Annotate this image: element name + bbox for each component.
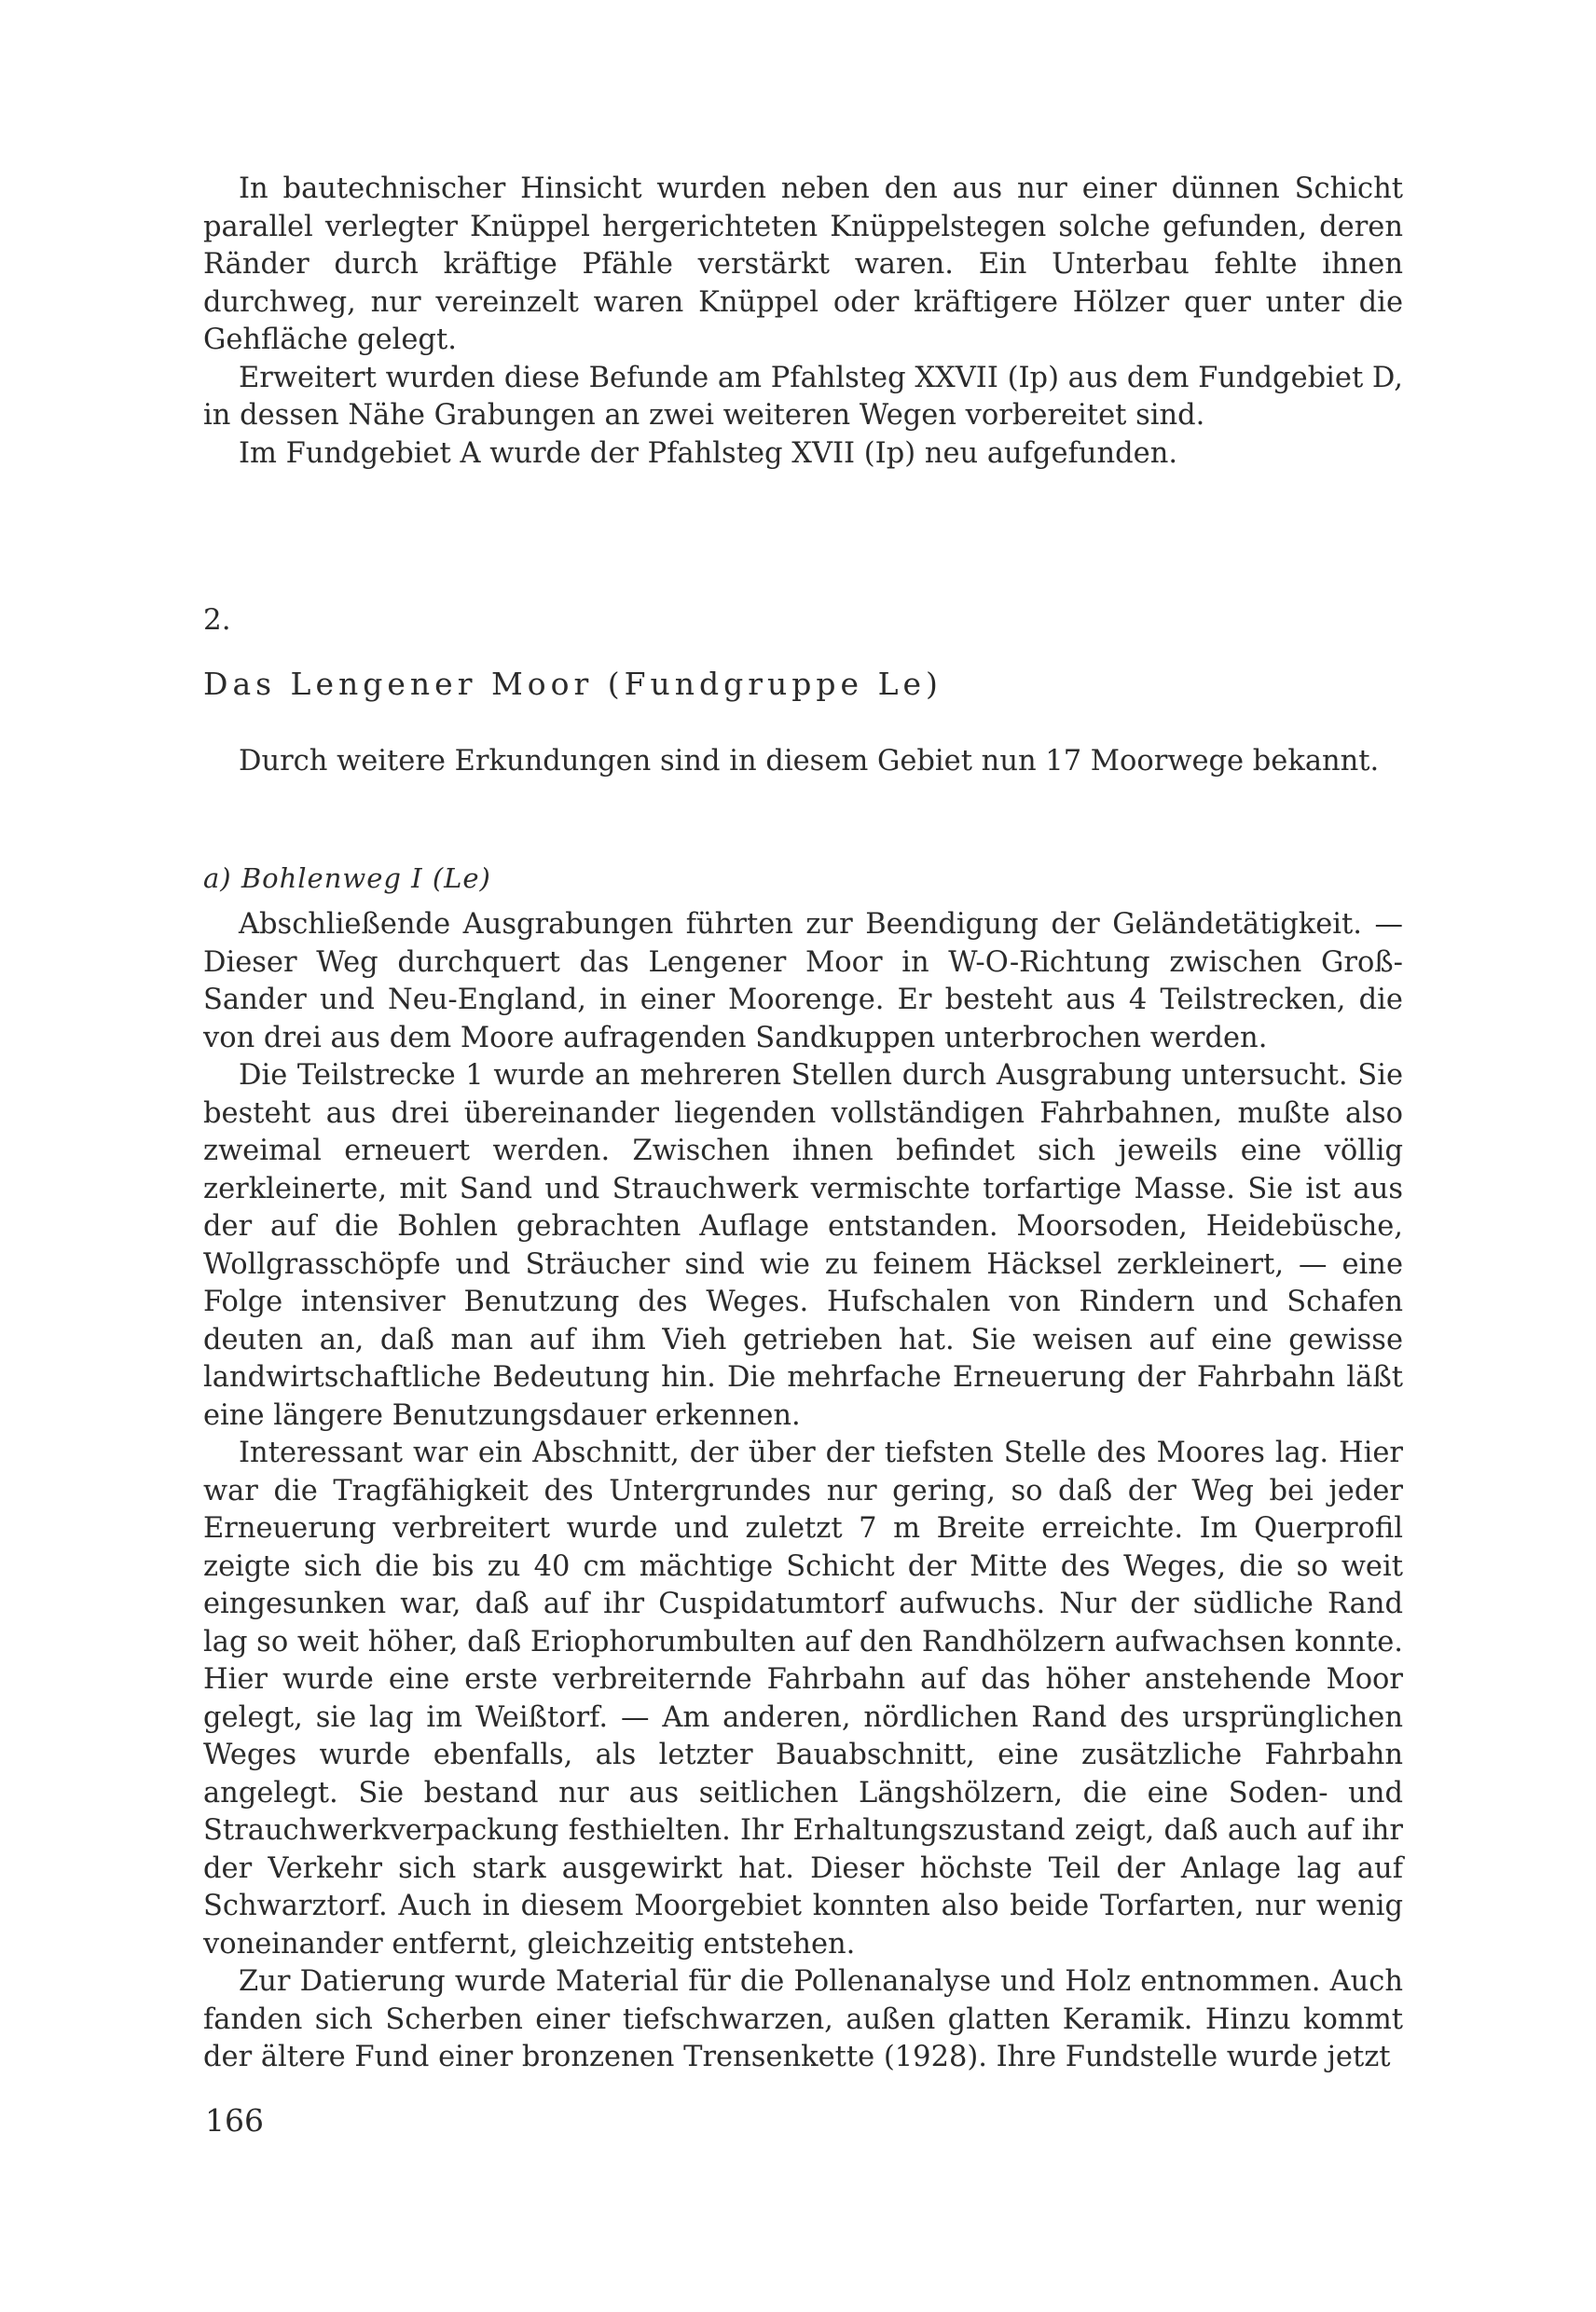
paragraph: Durch weitere Erkundungen sind in diesem Gebiet nun 17 Moorwege bekannt. (239, 745, 1380, 778)
paragraph: Abschließende Ausgrabungen führten zur Beendigung der Geländetätigkeit. — Dieser Weg durchquert das Lengener Moor in W-O-Richtung zwischen Groß-Sander und Neu-England, in einer Moorenge. Er besteht aus 4 Teilstrecken, die von drei aus dem Moore aufragenden Sandkuppen unterbrochen werden. (203, 908, 1403, 1054)
paragraph: Interessant war ein Abschnitt, der über der tiefsten Stelle des Moores lag. Hier war die Tragfähigkeit des Untergrundes nur gering, so daß der Weg bei jeder Erneuerung verbreitert wurde und zuletzt 7 m Breite erreichte. Im Querprofil zeigte sich die bis zu 40 cm mächtige Schicht der Mitte des Weges, die so weit eingesunken war, daß auf ihr Cuspidatumtorf aufwuchs. Nur der südliche Rand lag so weit höher, daß Eriophorumbulten auf den Randhölzern aufwachsen konnte. Hier wurde eine erste verbreiternde Fahrbahn auf das höher anstehende Moor gelegt, sie lag im Weißtorf. — Am anderen, nördlichen Rand des ursprünglichen Weges wurde ebenfalls, als letzter Bauabschnitt, eine zusätzliche Fahrbahn angelegt. Sie bestand nur aus seitlichen Längshölzern, die eine Soden- und Strauchwerkverpackung festhielten. Ihr Erhaltungszustand zeigt, daß auch auf ihr der Verkehr sich stark ausgewirkt hat. Dieser höchste Teil der Anlage lag auf Schwarztorf. Auch in diesem Moorgebiet konnten also beide Torfarten, nur wenig voneinander entfernt, gleichzeitig entstehen. (203, 1437, 1403, 1961)
section-heading: Das Lengener Moor (Fundgruppe Le) (203, 666, 942, 702)
paragraph: Die Teilstrecke 1 wurde an mehreren Stellen durch Ausgrabung untersucht. Sie besteht aus drei übereinander liegenden vollständigen Fahrbahnen, mußte also zweimal erneuert werden. Zwischen ihnen befindet sich jeweils eine völlig zerkleinerte, mit Sand und Strauchwerk vermischte torfartige Masse. Sie ist aus der auf die Bohlen gebrachten Auflage entstanden. Moorsoden, Heidebüsche, Wollgrasschöpfe und Sträucher sind wie zu feinem Häcksel zerkleinert, — eine Folge intensiver Benutzung des Weges. Hufschalen von Rindern und Schafen deuten an, daß man auf ihm Vieh getrieben hat. Sie weisen auf eine gewisse landwirtschaftliche Bedeutung hin. Die mehrfache Erneuerung der Fahrbahn läßt eine längere Benutzungsdauer erkennen. (203, 1059, 1403, 1432)
subsection-heading: a) Bohlenweg I (Le) (203, 862, 491, 894)
subsection-text-block (203, 906, 1403, 2077)
page-number: 166 (205, 2102, 264, 2139)
paragraph: Erweitert wurden diese Befunde am Pfahlsteg XXVII (Ip) aus dem Fundgebiet D, in dessen Nähe Grabungen an zwei weiteren Wegen vorbereitet sind. (203, 361, 1403, 432)
section-intro-block (203, 743, 1403, 781)
paragraph: Im Fundgebiet A wurde der Pfahlsteg XVII (Ip) neu aufgefunden. (239, 436, 1178, 470)
intro-text-block (203, 171, 1403, 473)
section-number: 2. (203, 603, 231, 637)
paragraph: In bautechnischer Hinsicht wurden neben den aus nur einer dünnen Schicht parallel verlegter Knüppel hergerichteten Knüppelstegen solche gefunden, deren Ränder durch kräftige Pfähle verstärkt waren. Ein Unterbau fehlte ihnen durchweg, nur vereinzelt waren Knüppel oder kräftigere Hölzer quer unter die Gehfläche gelegt. (203, 172, 1403, 356)
paragraph: Zur Datierung wurde Material für die Pollenanalyse und Holz entnommen. Auch fanden sich Scherben einer tiefschwarzen, außen glatten Keramik. Hinzu kommt der ältere Fund einer bronzenen Trensenkette (1928). Ihre Fundstelle wurde jetzt (203, 1965, 1403, 2073)
